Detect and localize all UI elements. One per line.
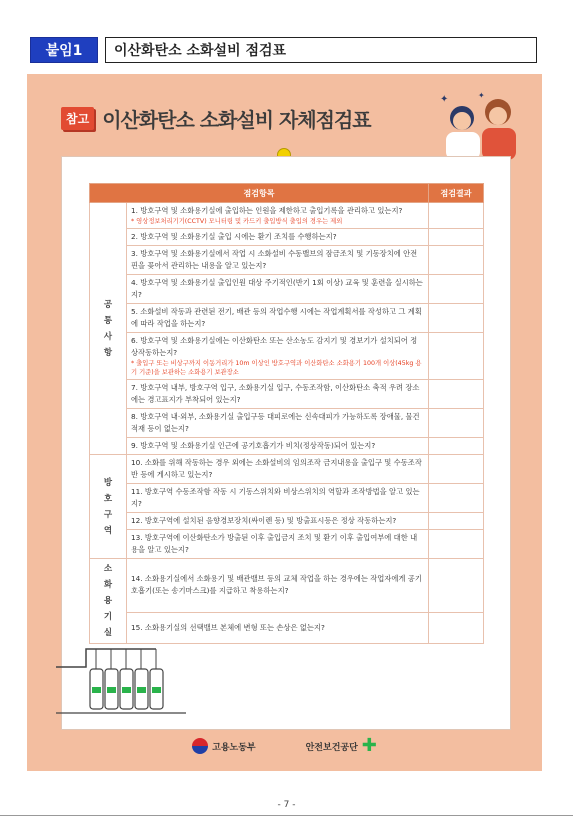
check-item-cell xyxy=(127,246,429,275)
table-row xyxy=(90,455,484,484)
result-cell[interactable] xyxy=(429,380,484,409)
result-cell[interactable] xyxy=(429,559,484,613)
result-cell[interactable] xyxy=(429,246,484,275)
taegeuk-icon xyxy=(192,738,208,754)
gas-cylinders-icon xyxy=(56,645,186,717)
check-item-cell xyxy=(127,484,429,513)
check-item-cell xyxy=(127,304,429,333)
table-row xyxy=(90,612,484,643)
check-item-cell xyxy=(127,333,429,380)
table-row xyxy=(90,275,484,304)
checklist-sheet xyxy=(61,156,511,730)
table-row xyxy=(90,229,484,246)
result-cell[interactable] xyxy=(429,229,484,246)
result-cell[interactable] xyxy=(429,438,484,455)
check-item-note: * 출입구 또는 비상구까지 이동거리가 10m 이상인 방호구역과 이산화탄소 소화용기 100개 이상(45kg 용기 기준)을 보관하는 소화용기 보관장소 xyxy=(131,360,422,376)
result-cell[interactable] xyxy=(429,612,484,643)
check-item-cell xyxy=(127,438,429,455)
table-row xyxy=(90,380,484,409)
check-item-text: 14. 소화용기실에서 소화용기 및 배관밸브 등의 교체 작업을 하는 경우에는 작업자에게 공기호흡기(또는 송기마스크)를 지급하고 착용하는지? xyxy=(131,574,422,596)
table-row xyxy=(90,333,484,380)
result-cell[interactable] xyxy=(429,275,484,304)
reference-badge: 참고 xyxy=(61,107,94,130)
check-item-cell xyxy=(127,455,429,484)
result-cell[interactable] xyxy=(429,203,484,229)
check-item-text: 9. 방호구역 및 소화용기실 인근에 공기호흡기가 비치(정상작동)되어 있는지? xyxy=(131,441,376,450)
svg-text:✦: ✦ xyxy=(478,91,485,100)
check-item-cell xyxy=(127,409,429,438)
check-item-cell xyxy=(127,229,429,246)
page-number: - 7 - xyxy=(277,800,296,810)
check-item-text: 12. 방호구역에 설치된 음향경보장치(싸이렌 등) 및 방출표시등은 정상 작동하는지? xyxy=(131,516,397,525)
table-row xyxy=(90,530,484,559)
check-item-cell xyxy=(127,612,429,643)
check-item-text: 11. 방호구역 수동조작함 작동 시 기동스위치와 비상스위치의 역할과 조작방법을 알고 있는지? xyxy=(131,487,420,508)
table-row xyxy=(90,246,484,275)
bottom-rule xyxy=(0,815,573,816)
poster-footer xyxy=(27,735,542,756)
result-cell[interactable] xyxy=(429,409,484,438)
cross-icon: ✚ xyxy=(361,735,377,756)
check-item-text: 10. 소화를 위해 작동하는 경우 외에는 소화설비의 임의조작 금지내용을 출입구 및 수동조작반 등에 게시하고 있는지? xyxy=(131,458,422,479)
result-cell[interactable] xyxy=(429,513,484,530)
table-row xyxy=(90,203,484,229)
check-item-cell xyxy=(127,559,429,613)
col-result-header: 점검결과 xyxy=(429,184,484,203)
result-cell[interactable] xyxy=(429,304,484,333)
category-cell: 소 화 용 기 실 xyxy=(90,559,127,644)
table-row xyxy=(90,559,484,613)
svg-text:✦: ✦ xyxy=(440,94,449,105)
people-illustration-icon xyxy=(432,88,527,160)
poster xyxy=(27,74,542,771)
poster-title: 이산화탄소 소화설비 자체점검표 xyxy=(102,108,371,132)
table-row xyxy=(90,513,484,530)
poster-title-row xyxy=(61,104,371,133)
result-cell[interactable] xyxy=(429,484,484,513)
check-item-cell xyxy=(127,275,429,304)
check-item-note: * 영상정보처리기기(CCTV) 모니터링 및 카드키 출입방식 출입의 경우는 제외 xyxy=(131,218,343,225)
check-item-text: 7. 방호구역 내부, 방호구역 입구, 소화용기실 입구, 수동조작함, 이산화탄소 축적 우려 장소에는 경고표지가 부착되어 있는지? xyxy=(131,383,420,404)
table-row xyxy=(90,409,484,438)
check-item-text: 8. 방호구역 내·외부, 소화용기실 출입구등 대피로에는 신속대피가 가능하도록 장애물, 물건 적재 등이 없는지? xyxy=(131,412,420,433)
result-cell[interactable] xyxy=(429,455,484,484)
org1-label: 고용노동부 xyxy=(212,742,256,753)
document-title: 이산화탄소 소화설비 점검표 xyxy=(105,37,537,63)
table-row xyxy=(90,304,484,333)
result-cell[interactable] xyxy=(429,333,484,380)
attachment-tag: 붙임1 xyxy=(30,37,98,63)
check-item-text: 6. 방호구역 및 소화용기실에는 이산화탄소 또는 산소농도 감지기 및 경보기가 설치되어 정상작동하는지? xyxy=(131,336,418,357)
check-item-text: 4. 방호구역 및 소화용기실 출입인원 대상 주기적인(반기 1회 이상) 교육 및 훈련을 실시하는지? xyxy=(131,278,423,299)
check-item-text: 15. 소화용기실의 선택밸브 본체에 변형 또는 손상은 없는지? xyxy=(131,622,325,632)
org2-label: 안전보건공단 xyxy=(305,742,358,753)
category-cell: 공 통 사 항 xyxy=(90,203,127,455)
check-item-text: 3. 방호구역 및 소화용기실에서 작업 시 소화설비 수동밸브의 잠금조치 및 기동장치에 안전핀을 꽂아서 관리하는 내용을 알고 있는지? xyxy=(131,249,418,270)
moel-logo xyxy=(192,738,255,754)
check-item-cell xyxy=(127,203,429,229)
check-item-text: 13. 방호구역에 이산화탄소가 방출된 이후 출입금지 조치 및 환기 이후 출입여부에 대한 내용을 알고 있는지? xyxy=(131,533,418,554)
check-item-cell xyxy=(127,530,429,559)
kosha-logo xyxy=(305,735,377,756)
table-row xyxy=(90,438,484,455)
category-cell: 방 호 구 역 xyxy=(90,455,127,559)
check-item-cell xyxy=(127,513,429,530)
check-item-text: 2. 방호구역 및 소화용기실 출입 시에는 환기 조치를 수행하는지? xyxy=(131,232,337,241)
check-item-text: 5. 소화설비 작동과 관련된 전기, 배관 등의 작업수행 시에는 작업계획서를 작성하고 그 계획에 따라 작업을 하는지? xyxy=(131,307,422,328)
check-item-text: 1. 방호구역 및 소화용기실에 출입하는 인원을 제한하고 출입기록을 관리하고 있는지? xyxy=(131,206,403,215)
result-cell[interactable] xyxy=(429,530,484,559)
check-item-cell xyxy=(127,380,429,409)
checklist-table xyxy=(89,183,484,644)
table-row xyxy=(90,484,484,513)
header xyxy=(30,37,537,63)
col-item-header: 점검항목 xyxy=(90,184,429,203)
